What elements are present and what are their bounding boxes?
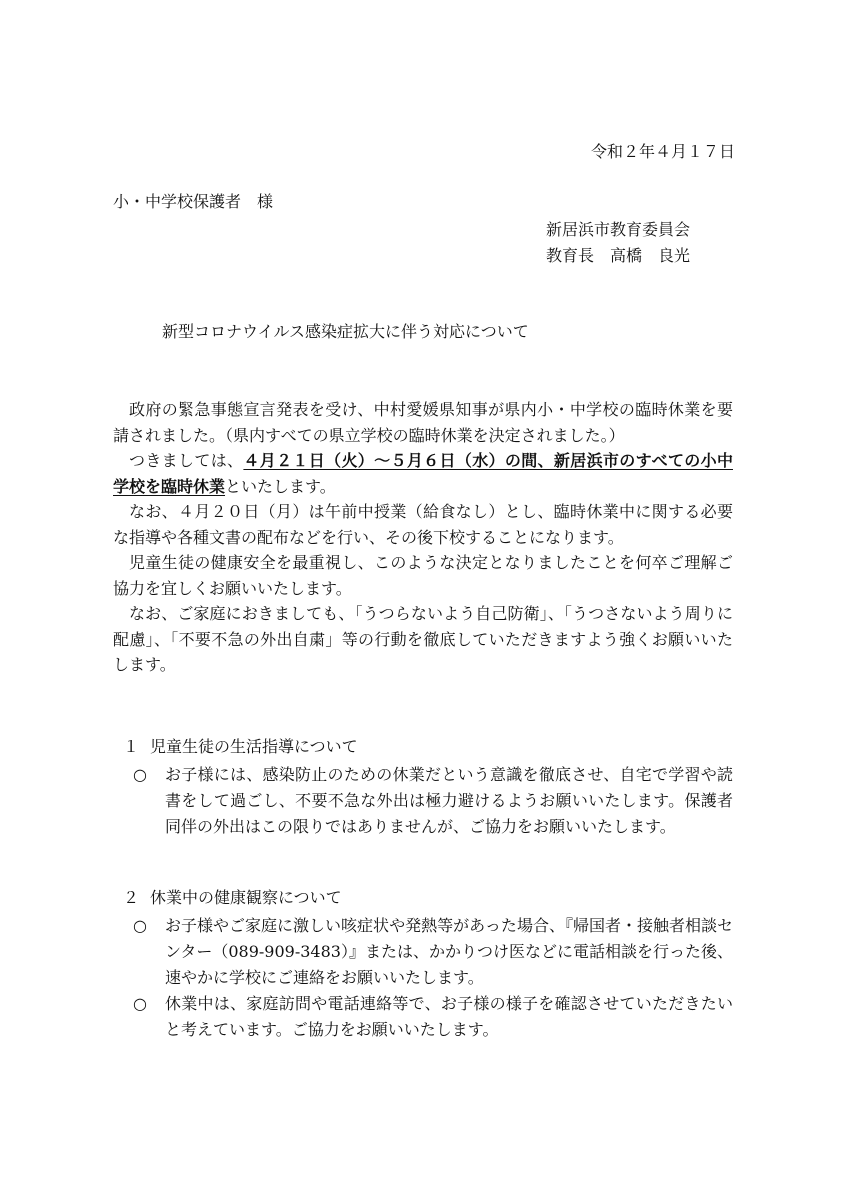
- recipient-line: 小・中学校保護者 様: [113, 192, 274, 211]
- body-paragraph-2: [113, 448, 733, 499]
- body-paragraph-1: 政府の緊急事態宣言発表を受け、中村愛媛県知事が県内小・中学校の臨時休業を要請されました。（県内すべての県立学校の臨時休業を決定されました。）: [113, 400, 733, 445]
- body-paragraph-3: なお、４月２０日（月）は午前中授業（給食なし）とし、臨時休業中に関する必要な指導や各種文書の配布などを行い、その後下校することになります。: [113, 502, 733, 547]
- body-paragraph-4: 児童生徒の健康安全を最重視し、このような決定となりましたことを何卒ご理解ご協力を宜しくお願いいたします。: [113, 553, 733, 598]
- document-date: 令和２年４月１７日: [590, 142, 735, 161]
- circle-bullet-icon: ○: [133, 994, 147, 1013]
- sender-organization: 新居浜市教育委員会: [546, 220, 691, 239]
- body-paragraph-2-suffix: といたします。: [225, 476, 336, 496]
- section-student-guidance: [113, 736, 733, 840]
- circle-bullet-icon: ○: [133, 765, 147, 784]
- sender-person: 教育長 高橋 良光: [546, 246, 691, 265]
- list-item: [133, 762, 733, 840]
- list-item: [133, 913, 733, 991]
- list-item: [133, 991, 733, 1043]
- body-paragraph-2-prefix: つきましては、: [129, 451, 244, 470]
- list-item-text: 休業中は、家庭訪問や電話連絡等で、お子様の様子を確認させていただきたいと考えています。ご協力をお願いいたします。: [165, 994, 733, 1039]
- section-heading-text: 休業中の健康観察について: [150, 888, 342, 907]
- section-heading: [113, 736, 733, 758]
- document-title: 新型コロナウイルス感染症拡大に伴う対応について: [162, 322, 529, 341]
- section-number: １: [123, 737, 140, 756]
- list-item-text: お子様やご家庭に激しい咳症状や発熱等があった場合、『帰国者・接触者相談センター（089-909-3483）』または、かかりつけ医などに電話相談を行った後、速やかに学校にご連絡をお願いいたします。: [165, 916, 733, 987]
- section-health-observation: [113, 887, 733, 1043]
- body-text: [113, 397, 733, 678]
- list-item-text: お子様には、感染防止のための休業だという意識を徹底させ、自宅で学習や読書をして過ごし、不要不急な外出は極力避けるようお願いいたします。保護者同伴の外出はこの限りではありませんが、ご協力をお願いいたします。: [165, 765, 733, 836]
- section-number: ２: [123, 888, 140, 907]
- section-heading: [113, 887, 733, 909]
- circle-bullet-icon: ○: [133, 916, 147, 935]
- section-heading-text: 児童生徒の生活指導について: [150, 737, 358, 756]
- closure-period-emphasis: ４月２１日（火）～５月６日（水）の間、新居浜市のすべての小中学校を臨時休業: [113, 451, 733, 496]
- body-paragraph-5: なお、ご家庭におきましても、「うつらないよう自己防衛」、「うつさないよう周りに配慮」、「不要不急の外出自粛」等の行動を徹底していただきますよう強くお願いいたします。: [113, 604, 733, 674]
